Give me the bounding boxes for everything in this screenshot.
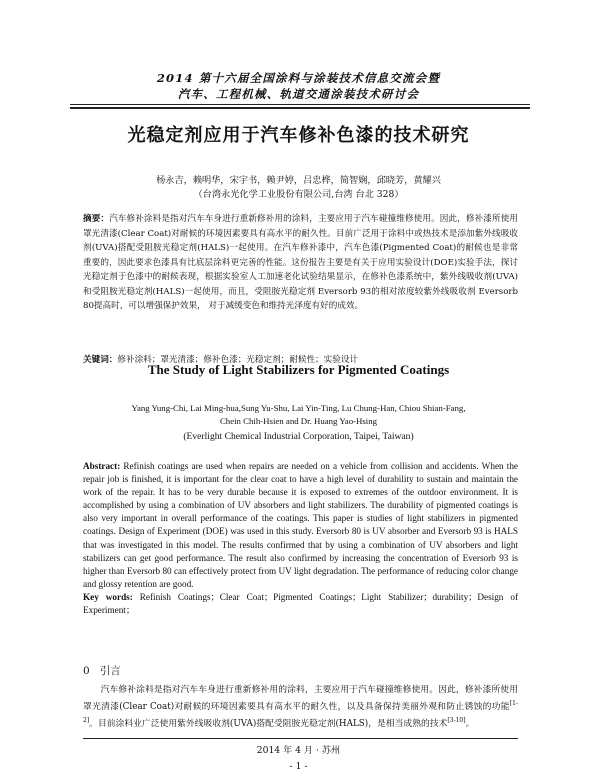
header-rule-thin bbox=[70, 104, 530, 105]
keywords-en bbox=[83, 591, 518, 617]
abstract-cn bbox=[83, 212, 518, 314]
abstract-en bbox=[83, 460, 518, 617]
section-heading bbox=[83, 663, 121, 678]
authors-cn: 杨永吉，赖明华，宋宇书，赖尹婷，吕忠桦，简智娴，邱晓芳，黄耀兴 bbox=[156, 175, 441, 186]
citation-ref: [1-2] bbox=[83, 700, 518, 724]
citation-ref: [3-10] bbox=[447, 716, 466, 724]
authors-en bbox=[0, 402, 597, 428]
keywords-cn-label: 关键词： bbox=[83, 355, 118, 365]
body-text-c: 。 bbox=[465, 718, 475, 729]
section-number: 0 bbox=[83, 665, 90, 677]
affiliation-cn: （台湾永光化学工业股份有限公司,台湾 台北 328） bbox=[193, 189, 404, 200]
affiliation-en: (Everlight Chemical Industrial Corporation, Taipei, Taiwan) bbox=[183, 431, 414, 442]
body-text-a: 汽车修补涂料是指对汽车车身进行重新修补用的涂料，主要应用于汽车碰撞维修使用。因此，修补漆所使用罩光清漆(Clear Coat)对耐候的环境因素要具有高水平的耐久性，以及具备保持美丽外观和防止锈蚀的功能 bbox=[83, 685, 518, 712]
section-title: 引言 bbox=[99, 665, 121, 677]
abstract-en-text: Refinish coatings are used when repairs are needed on a vehicle from collision and accidents. When the repair job is finished, it is important for the clear coat to have a high level of durability to sustain and maintain the work of the repair. It has to be very durable because it is exposed to extremes of the outdoor environment. It is accomplished by using a combination of UV absorbers and light stabilizers. The durability of pigmented coatings is also very important in overall performance of the coatings. This paper is studies of light stabilizers in pigmented coatings. Design of Experiment (DOE) was used in this study. Eversorb 80 is UV absorber and Eversorb 93 is HALS that was investigated in this model. The results confirmed that by using a combination of UV absorbers and light stabilizers can get good performance. The result also confirmed by increasing the concentration of Eversorb 93 is higher than Eversorb 80 can effectively protect from UV light degradation. The performance of reducing color change and glossy retention are good. bbox=[83, 461, 519, 589]
keywords-en-text: Refinish Coatings；Clear Coat；Pigmented Coatings；Light Stabilizer；durability；Design of Experiment； bbox=[83, 591, 519, 616]
title-en: The Study of Light Stabilizers for Pigmented Coatings bbox=[147, 362, 450, 377]
abstract-en-label: Abstract: bbox=[83, 461, 121, 471]
body-text-b: 。目前涂料业广泛使用紫外线吸收剂(UVA)搭配受阻胺光稳定剂(HALS)，是相当成熟的技术 bbox=[89, 718, 448, 729]
abstract-cn-text: 汽车修补涂料是指对汽车车身进行重新修补用的涂料，主要应用于汽车碰撞维修使用。因此，修补漆所使用罩光清漆(Clear Coat)对耐候的环境因素要具有高水平的耐久性。目前广泛用于涂料中或热技术是添加紫外线吸收剂(UVA)搭配受阻胺光稳定剂(HALS)一起使用。在汽车修补漆中，汽车色漆(Pigmented Coat)的耐候也是非常重要的，因此要求色漆具有比底层涂料更完善的性能。这份报告主要是有关于应用实验设计(DOE)实验手法，探讨光稳定剂于色漆中的耐候表现，根据实验室人工加速老化试验结果显示，在修补色漆系统中，紫外线吸收剂(UVA)和受阻胺光稳定剂(HALS)一起使用，而且，受阻胺光稳定剂 Eversorb 93的相对浓度较紫外线吸收剂 Eversorb 80提高时，可以增强保护效果， 对于减缓变色和维持光泽度有好的成效。 bbox=[83, 214, 518, 311]
abstract-cn-label: 摘要： bbox=[83, 214, 110, 224]
conference-title-line1: 2014 第十六届全国涂料与涂装技术信息交流会暨 bbox=[156, 71, 441, 85]
page-number: - 1 - bbox=[289, 761, 308, 772]
title-cn: 光稳定剂应用于汽车修补色漆的技术研究 bbox=[127, 125, 470, 146]
authors-en-line1: Yang Yung-Chi, Lai Ming-hua,Sung Yu-Shu, Lai Yin-Ting, Lu Chung-Han, Chiou Shian-Fang, bbox=[131, 403, 466, 413]
body-paragraph bbox=[83, 683, 518, 731]
keywords-cn-text: 修补涂料；罩光清漆；修补色漆；光稳定剂；耐候性；实验设计 bbox=[117, 355, 359, 365]
header-rule-thick bbox=[70, 107, 530, 109]
footer-date-place: 2014 年 4 月 · 苏州 bbox=[256, 745, 341, 756]
keywords-en-label: Key words: bbox=[83, 591, 133, 602]
footer-rule bbox=[83, 738, 518, 739]
authors-en-line2: Chein Chih-Hsien and Dr. Huang Yao-Hsing bbox=[219, 416, 378, 426]
conference-title-line2: 汽车、工程机械、轨道交通涂装技术研讨会 bbox=[177, 87, 420, 101]
